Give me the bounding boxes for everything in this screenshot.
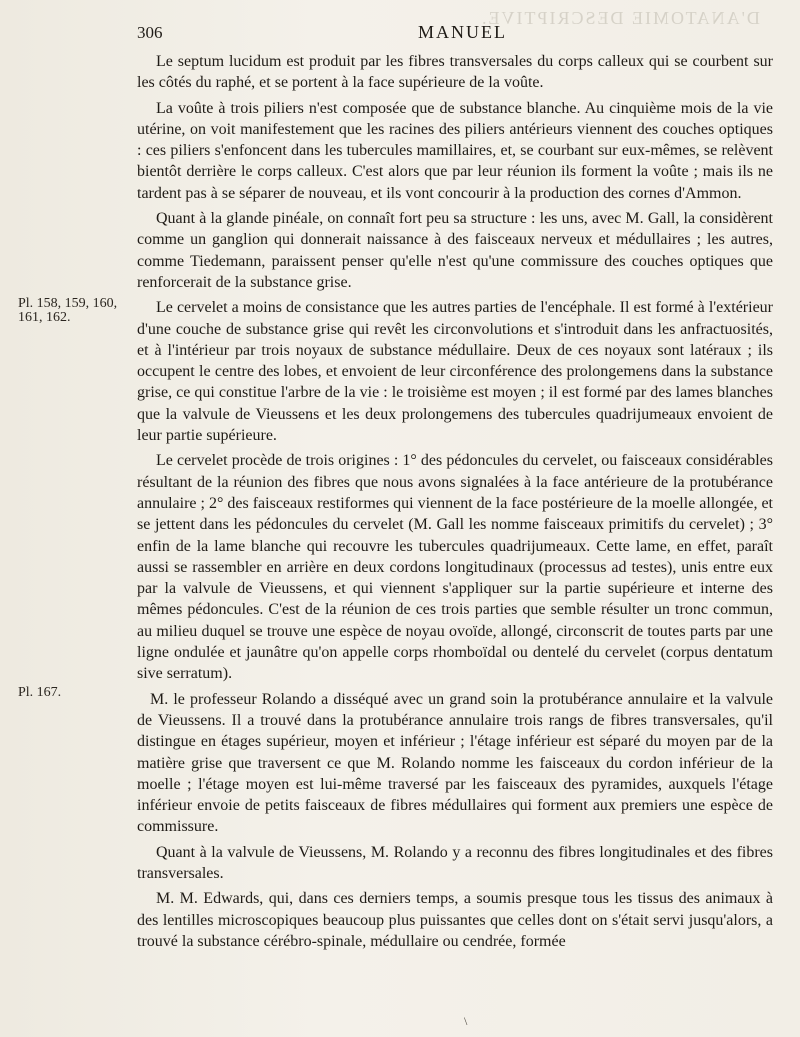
page-number: 306 — [137, 23, 163, 42]
paragraph-edwards: M. M. Edwards, qui, dans ces derniers temps, a soumis presque tous les tissus des animaux à des lentilles microscopiques beaucoup plus puissantes que celles dont on s'était servi jusqu'alors, a trouvé la substance cérébro-spinale, médullaire ou cendrée, formée — [137, 890, 773, 950]
bleed-through-title: D'ANATOMIE DESCRIPTIVE. — [480, 8, 760, 28]
margin-note-plate-167: Pl. 167. — [18, 685, 62, 700]
bottom-printer-mark: \ — [464, 1014, 468, 1028]
running-title: MANUEL — [418, 22, 507, 42]
paragraph-valvule: Quant à la valvule de Vieussens, M. Rolando y a reconnu des fibres longitudinales et des fibres transversales. — [137, 843, 773, 882]
paragraph-rolando: M. le professeur Rolando a disséqué avec un grand soin la protubérance annulaire et la valvule de Vieussens. Il a trouvé dans la protubérance annulaire trois rangs de fibres transversales, qu'il distingue en étages supérieur, moyen et inférieur ; l'étage inférieur est séparé du moyen par de la matière grise que traversent ce que M. Rolando nomme les faisceaux du cordon inférieur de la moelle ; l'étage moyen est lui-même traversé par les faisceaux des pyramides, auxquels l'étage inférieur envoie de petits faisceaux de fibres médullaires qui forment aux premiers une espèce de commissure. — [137, 690, 773, 836]
paragraph-septum-lucidum: Le septum lucidum est produit par les fibres transversales du corps calleux qui se courbent sur les côtés du raphé, et se portent à la face supérieure de la voûte. — [137, 53, 773, 92]
paragraph-cervelet-origines: Le cervelet procède de trois origines : 1° des pédoncules du cervelet, ou faisceaux considérables résultant de la réunion des fibres que nous avons signalées à la face antérieure de la protubérance annulaire ; 2° des faisceaux restiformes qui viennent de la face postérieure de la moelle allongée, et se jettent dans les pédoncules du cervelet (M. Gall les nomme faisceaux primitifs du cervelet) ; 3° enfin de la lame blanche qui recouvre les tubercules quadrijumeaux. Cette lame, en effet, paraît aussi se rassembler en arrière en deux cordons longitudinaux (processus ad testes), unis entre eux par la valvule de Vieussens, et qui viennent s'appliquer sur la partie supérieure et interne des mêmes pédoncules. C'est de la réunion de ces trois parties que semble résulter un tronc commun, au milieu duquel se trouve une espèce de noyau ovoïde, allongé, circonscrit de toutes parts par une ligne ondulée et jaunâtre qu'on appelle corps rhomboïdal ou dentelé du cervelet (corpus dentatum sive serratum). — [137, 452, 773, 683]
margin-note-plates-158-162: Pl. 158, 159, 160, 161, 162. — [18, 296, 118, 325]
paragraph-glande-pineale: Quant à la glande pinéale, on connaît fort peu sa structure : les uns, avec M. Gall, la considèrent comme un ganglion qui donnerait naissance à des faisceaux nerveux et médullaires ; les autres, comme Tiedemann, paraissent penser qu'elle n'est qu'une commissure des couches optiques que renforcerait de la substance grise. — [137, 210, 773, 291]
main-text — [137, 51, 773, 956]
paragraph-cervelet-structure: Le cervelet a moins de consistance que les autres parties de l'encéphale. Il est formé à l'extérieur d'une couche de substance grise qui revêt les circonvolutions et s'introduit dans les anfractuosités, et à l'intérieur par trois noyaux de substance médullaire. Deux de ces noyaux sont latéraux ; ils occupent le centre des lobes, et envoient de leur circonférence des prolongemens dans la substance grise, ce qui constitue l'arbre de la vie : le troisième est moyen ; il est formé par des lames blanches que la valvule de Vieussens et les deux prolongemens des tubercules quadrijumeaux envoient de leur partie supérieure. — [137, 299, 773, 445]
page-header — [0, 21, 800, 49]
paragraph-voute: La voûte à trois piliers n'est composée que de substance blanche. Au cinquième mois de la vie utérine, on voit manifestement que les racines des piliers antérieurs viennent des couches optiques : ces piliers s'enfoncent dans les tubercules mamillaires, et, se courbant sur eux-mêmes, se relèvent bientôt derrière le corps calleux. C'est alors que par leur réunion ils forment la voûte ; mais ils ne tardent pas à se séparer de nouveau, et ils vont concourir à la production des cornes d'Ammon. — [137, 99, 773, 202]
